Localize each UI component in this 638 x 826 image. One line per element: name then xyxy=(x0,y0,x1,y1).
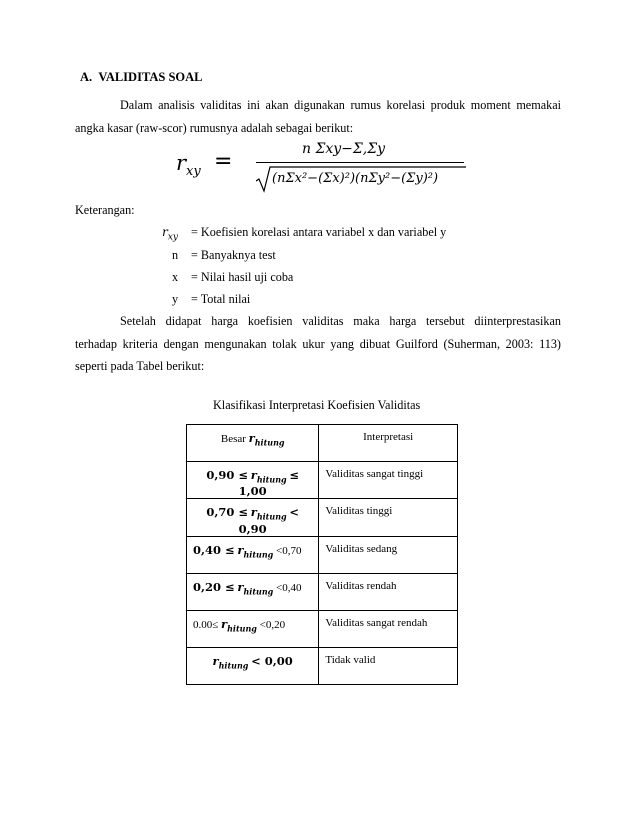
section-title: VALIDITAS SOAL xyxy=(98,70,203,84)
interpretation-cell: Validitas sangat tinggi xyxy=(319,462,458,499)
legend-desc-x: = Nilai hasil uji coba xyxy=(191,270,294,284)
interpretation-cell: Validitas tinggi xyxy=(319,499,458,536)
table-row xyxy=(187,610,458,647)
formula-numerator: n Σxy−Σ,Σy xyxy=(302,141,386,157)
interpretation-cell: Tidak valid xyxy=(319,647,458,684)
legend-symbol-y: y xyxy=(172,292,179,306)
legend-desc-rxy: = Koefisien korelasi antara variabel x dan variabel y xyxy=(191,225,447,239)
intro-line-2: angka kasar (raw-scor) rumusnya adalah sebagai berikut: xyxy=(75,121,354,135)
table-header-row xyxy=(187,425,458,462)
table-row xyxy=(187,499,458,536)
header-besar: Besar $r_{hitung}$ xyxy=(187,425,319,462)
legend-desc-y: = Total nilai xyxy=(191,292,251,306)
table-caption: Klasifikasi Interpretasi Koefisien Validitas xyxy=(213,398,421,412)
legend-symbol-n: n xyxy=(172,248,179,262)
formula-lhs: $r_{xy}$ xyxy=(176,151,201,180)
para2-line-1: Setelah didapat harga koefisien validitas maka harga tersebut diinterprestasikan xyxy=(120,314,561,328)
interpretation-cell: Validitas sangat rendah xyxy=(319,610,458,647)
section-label: A. xyxy=(80,70,93,84)
legend-symbol-rxy: $r_{xy}$ xyxy=(162,225,178,243)
para2-line-2: terhadap kriteria dengan mengunakan tolak ukur yang dibuat Guilford (Suherman, 2003: 113) xyxy=(75,337,561,351)
table-row xyxy=(187,462,458,499)
range-cell: $0,20 \le r_{hitung} <0,40$ xyxy=(187,573,319,610)
range-cell: $r_{hitung} < 0,00$ xyxy=(187,647,319,684)
interpretation-cell: Validitas rendah xyxy=(319,573,458,610)
table-row xyxy=(187,647,458,684)
validity-classification-table xyxy=(186,424,458,685)
fraction-bar xyxy=(256,162,464,163)
formula-denominator: (nΣx²−(Σx)²)(nΣy²−(Σy)²) xyxy=(272,171,439,186)
range-cell: $0,40 \le r_{hitung} <0,70$ xyxy=(187,536,319,573)
range-cell: $0,90 \le r_{hitung} \le 1,00$ xyxy=(187,462,319,499)
correlation-formula xyxy=(176,137,476,195)
para2-line-3: seperti pada Tabel berikut: xyxy=(75,359,205,373)
range-cell: $0.00\le r_{hitung} <0,20$ xyxy=(187,610,319,647)
legend-desc-n: = Banyaknya test xyxy=(191,248,276,262)
header-interpretasi: Interpretasi xyxy=(319,425,458,462)
keterangan-title: Keterangan: xyxy=(75,203,135,217)
formula-equals: = xyxy=(214,149,233,174)
intro-line-1: Dalam analisis validitas ini akan digunakan rumus korelasi produk moment memakai xyxy=(120,98,561,112)
range-cell: $0,70 \le r_{hitung} < 0,90$ xyxy=(187,499,319,536)
interpretation-cell: Validitas sedang xyxy=(319,536,458,573)
table-row xyxy=(187,536,458,573)
table-row xyxy=(187,573,458,610)
section-heading xyxy=(80,70,203,85)
legend-symbol-x: x xyxy=(172,270,179,284)
